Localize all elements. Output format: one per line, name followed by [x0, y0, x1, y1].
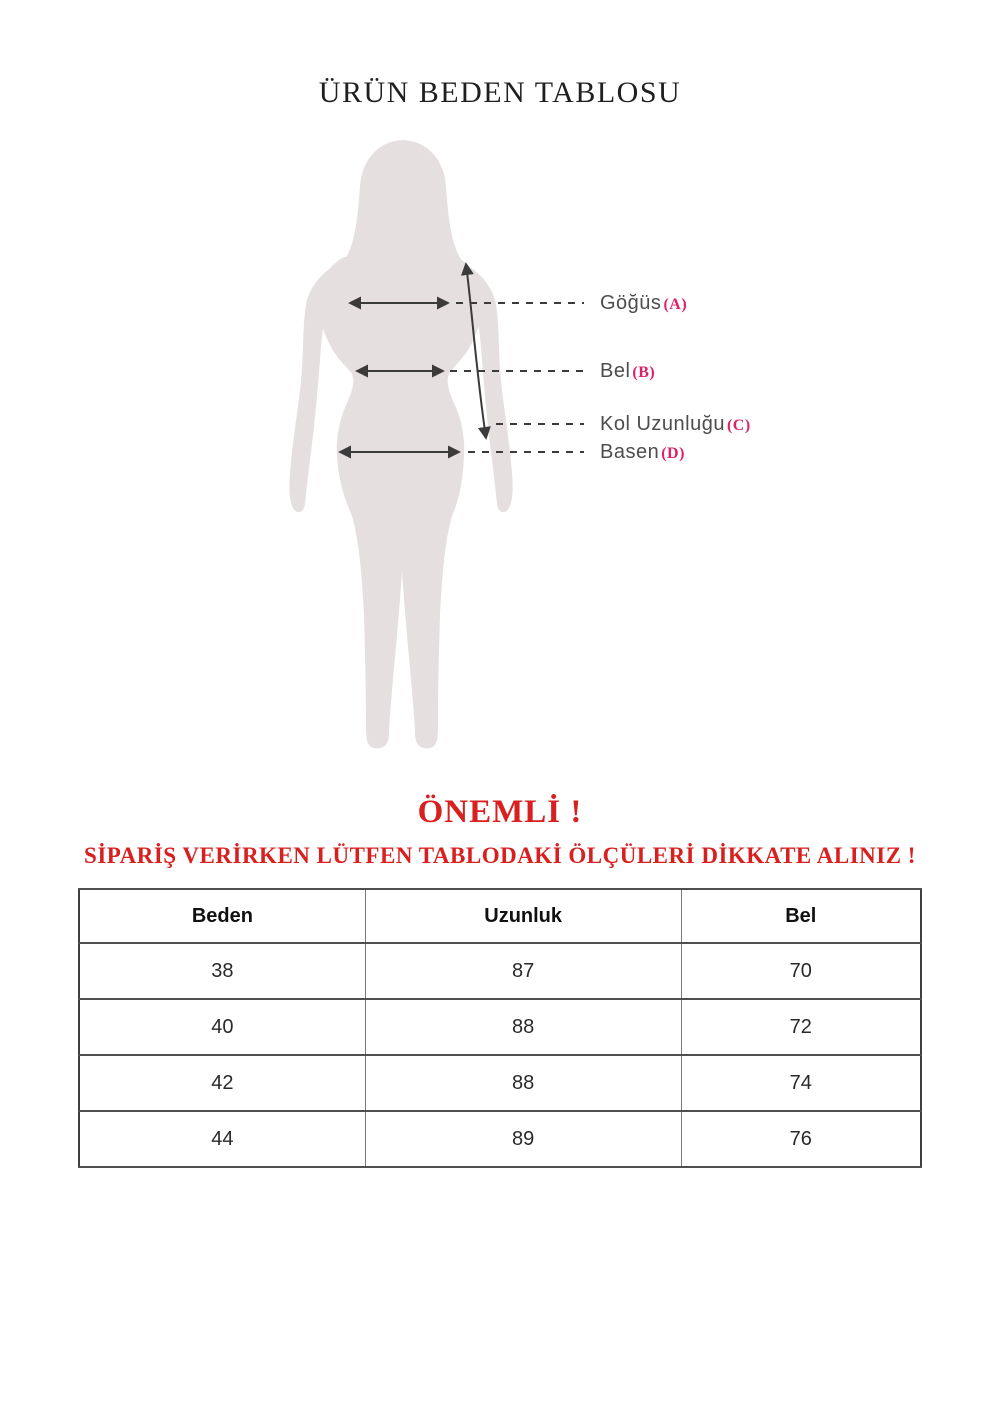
measurement-label-chest-text: Göğüs [600, 292, 662, 314]
measurement-code-b: (B) [632, 364, 656, 381]
measurement-label-hip-text: Basen [600, 441, 660, 463]
measurement-code-d: (D) [661, 445, 685, 462]
table-row [79, 943, 921, 999]
female-body-silhouette [289, 140, 512, 748]
measurement-label-arm-length [600, 413, 751, 436]
page-title: ÜRÜN BEDEN TABLOSU [318, 76, 682, 109]
cell-beden: 44 [79, 1111, 365, 1167]
measurement-label-chest [600, 292, 687, 315]
cell-bel: 72 [681, 999, 921, 1055]
cell-uzunluk: 88 [365, 999, 681, 1055]
size-table [78, 888, 922, 1168]
table-row [79, 1111, 921, 1167]
measurement-label-waist-text: Bel [600, 360, 631, 382]
header-bel: Bel [681, 889, 921, 943]
cell-bel: 70 [681, 943, 921, 999]
cell-uzunluk: 87 [365, 943, 681, 999]
measurement-code-a: (A) [663, 296, 688, 313]
header-beden: Beden [79, 889, 365, 943]
important-heading: ÖNEMLİ ! [417, 794, 583, 830]
measurement-label-hip [600, 441, 685, 464]
cell-beden: 40 [79, 999, 365, 1055]
silhouette-torso-legs [318, 250, 484, 748]
cell-beden: 42 [79, 1055, 365, 1111]
measurement-label-waist [600, 360, 655, 383]
header-uzunluk: Uzunluk [365, 889, 681, 943]
table-row [79, 1055, 921, 1111]
measurement-label-arm-length-text: Kol Uzunluğu [600, 413, 725, 435]
cell-bel: 74 [681, 1055, 921, 1111]
size-table-header-row [79, 889, 921, 943]
cell-beden: 38 [79, 943, 365, 999]
cell-uzunluk: 89 [365, 1111, 681, 1167]
measurement-code-c: (C) [726, 417, 751, 434]
cell-uzunluk: 88 [365, 1055, 681, 1111]
cell-bel: 76 [681, 1111, 921, 1167]
warning-text: SİPARİŞ VERİRKEN LÜTFEN TABLODAKİ ÖLÇÜLERİ DİKKATE ALINIZ ! [84, 843, 916, 868]
table-row [79, 999, 921, 1055]
